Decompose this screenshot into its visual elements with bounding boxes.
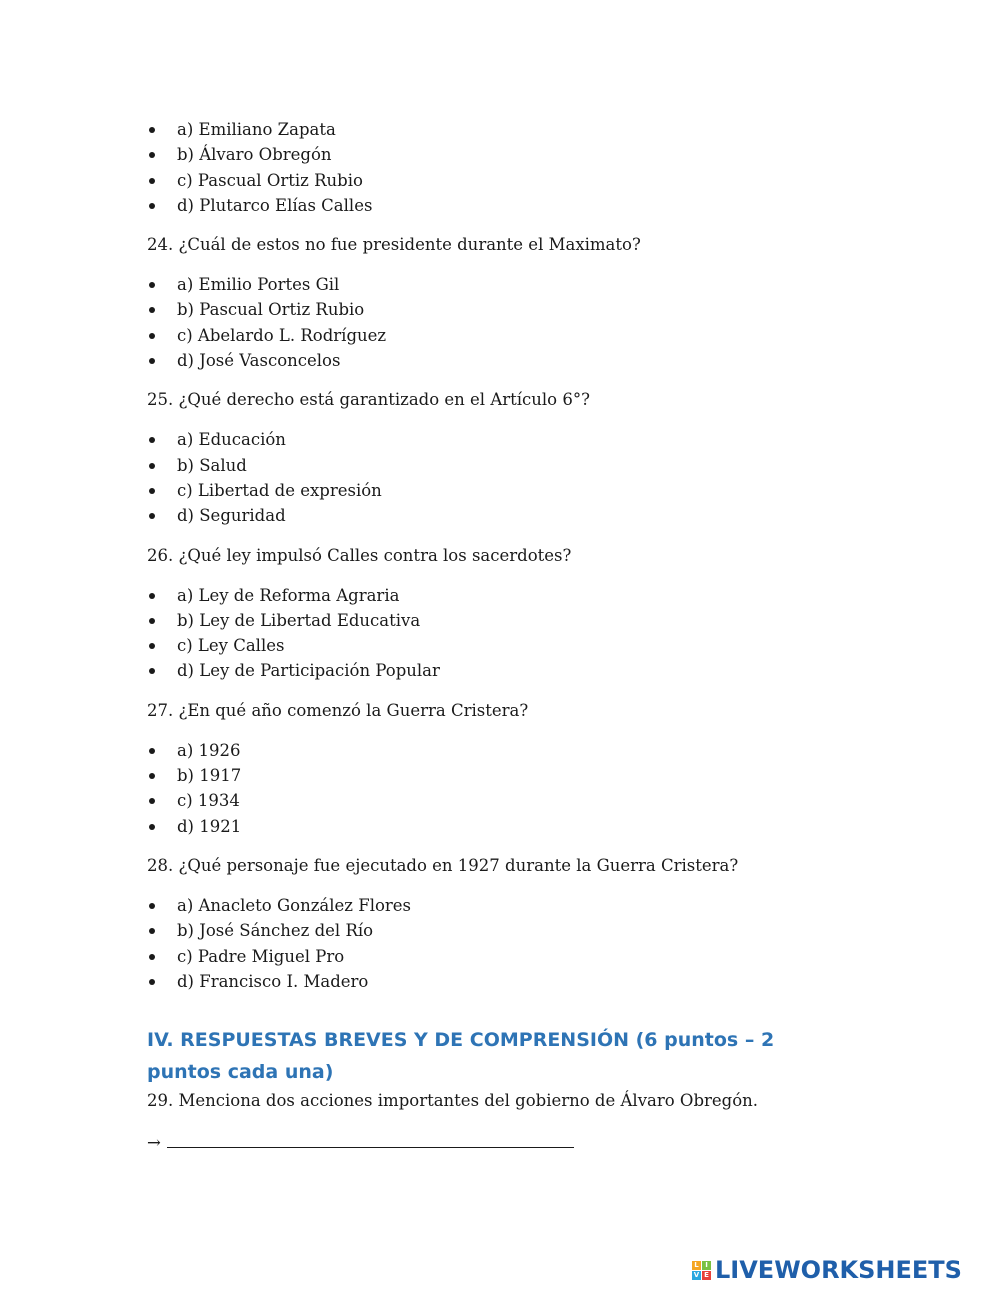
option-text: b) Salud: [177, 455, 247, 475]
bullet-icon: [149, 513, 155, 519]
option-item[interactable]: [147, 893, 847, 918]
badge-letter: I: [702, 1261, 711, 1270]
option-text: d) José Vasconcelos: [177, 351, 341, 371]
option-text: a) 1926: [177, 740, 241, 760]
question-25: 25. ¿Qué derecho está garantizado en el Artículo 6°?: [147, 390, 590, 410]
badge-letter: E: [702, 1271, 711, 1280]
bullet-icon: [149, 668, 155, 674]
option-text: a) Emilio Portes Gil: [177, 275, 340, 295]
option-text: d) Plutarco Elías Calles: [177, 195, 373, 215]
question-28: 28. ¿Qué personaje fue ejecutado en 1927 durante la Guerra Cristera?: [147, 855, 739, 875]
option-text: a) Anacleto González Flores: [177, 895, 412, 915]
option-item[interactable]: [147, 788, 847, 813]
worksheet-content: [147, 117, 847, 1155]
bullet-icon: [149, 488, 155, 494]
bullet-icon: [149, 593, 155, 599]
option-text: d) Ley de Participación Popular: [177, 661, 440, 681]
option-item[interactable]: [147, 427, 847, 452]
bullet-icon: [149, 282, 155, 288]
option-item[interactable]: [147, 763, 847, 788]
option-text: c) Libertad de expresión: [177, 480, 382, 500]
bullet-icon: [149, 333, 155, 339]
option-text: a) Ley de Reforma Agraria: [177, 585, 400, 605]
question-24: 24. ¿Cuál de estos no fue presidente durante el Maximato?: [147, 235, 641, 255]
badge-letter: V: [693, 1270, 700, 1279]
option-text: a) Emiliano Zapata: [177, 120, 336, 139]
option-item[interactable]: [147, 142, 847, 167]
bullet-icon: [149, 618, 155, 624]
bullet-icon: [149, 928, 155, 934]
bullet-icon: [149, 437, 155, 443]
option-text: c) Ley Calles: [177, 636, 285, 656]
question-29: 29. Menciona dos acciones importantes del gobierno de Álvaro Obregón.: [147, 1091, 759, 1111]
option-item[interactable]: [147, 658, 847, 683]
section-iv-heading: IV. RESPUESTAS BREVES Y DE COMPRENSIÓN (6 puntos – 2 puntos cada una): [147, 1029, 775, 1084]
option-text: c) Padre Miguel Pro: [177, 946, 345, 966]
bullet-icon: [149, 954, 155, 960]
option-text: d) 1921: [177, 816, 242, 836]
option-item[interactable]: [147, 918, 847, 943]
liveworksheets-logo: [692, 1256, 962, 1284]
bullet-icon: [149, 463, 155, 469]
option-item[interactable]: [147, 478, 847, 503]
bullet-icon: [149, 748, 155, 754]
option-item[interactable]: [147, 738, 847, 763]
question-26: 26. ¿Qué ley impulsó Calles contra los sacerdotes?: [147, 545, 572, 565]
bullet-icon: [149, 307, 155, 313]
bullet-icon: [149, 773, 155, 779]
option-text: c) 1934: [177, 791, 240, 811]
bullet-icon: [149, 979, 155, 985]
option-text: c) Abelardo L. Rodríguez: [177, 325, 387, 345]
question-27: 27. ¿En qué año comenzó la Guerra Cristera?: [147, 700, 529, 720]
answer-29-line: [147, 1130, 847, 1155]
option-item[interactable]: [147, 814, 847, 839]
option-item[interactable]: [147, 633, 847, 658]
q25-options: [147, 427, 847, 528]
option-text: b) Ley de Libertad Educativa: [177, 610, 421, 630]
bullet-icon: [149, 203, 155, 209]
bullet-icon: [149, 358, 155, 364]
q24-options: [147, 272, 847, 373]
q28-options: [147, 893, 847, 994]
option-item[interactable]: [147, 944, 847, 969]
logo-text: LIVEWORKSHEETS: [715, 1256, 962, 1284]
option-item[interactable]: [147, 348, 847, 373]
bullet-icon: [149, 824, 155, 830]
badge-letter: L: [692, 1261, 701, 1270]
option-item[interactable]: [147, 503, 847, 528]
option-text: b) Pascual Ortiz Rubio: [177, 300, 365, 320]
option-text: b) 1917: [177, 766, 242, 786]
option-item[interactable]: [147, 608, 847, 633]
option-text: a) Educación: [177, 430, 286, 450]
option-text: d) Seguridad: [177, 506, 286, 526]
option-item[interactable]: [147, 323, 847, 348]
live-badge-icon: [692, 1261, 711, 1280]
option-text: d) Francisco I. Madero: [177, 971, 369, 991]
option-item[interactable]: [147, 297, 847, 322]
option-text: c) Pascual Ortiz Rubio: [177, 170, 363, 190]
bullet-icon: [149, 127, 155, 133]
bullet-icon: [149, 798, 155, 804]
bullet-icon: [149, 152, 155, 158]
q27-options: [147, 738, 847, 839]
bullet-icon: [149, 178, 155, 184]
option-text: b) José Sánchez del Río: [177, 921, 374, 941]
bullet-icon: [149, 643, 155, 649]
q23-options: [147, 117, 847, 218]
arrow-icon: →: [147, 1133, 161, 1153]
option-item[interactable]: [147, 583, 847, 608]
option-text: b) Álvaro Obregón: [177, 145, 332, 165]
answer-29-blank[interactable]: [167, 1131, 574, 1148]
bullet-icon: [149, 903, 155, 909]
option-item[interactable]: [147, 272, 847, 297]
option-item[interactable]: [147, 193, 847, 218]
option-item[interactable]: [147, 453, 847, 478]
q26-options: [147, 583, 847, 684]
option-item[interactable]: [147, 117, 847, 142]
option-item[interactable]: [147, 168, 847, 193]
option-item[interactable]: [147, 969, 847, 994]
